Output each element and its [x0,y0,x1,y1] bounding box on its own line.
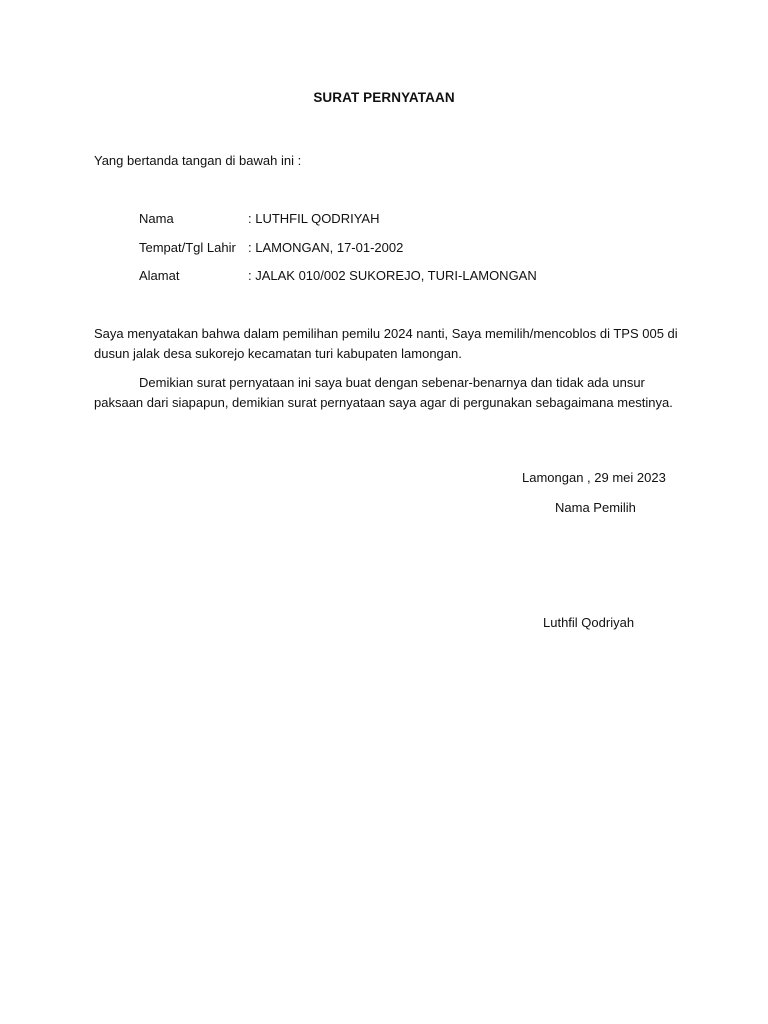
field-label-alamat: Alamat [139,268,180,283]
signer-name: Luthfil Qodriyah [543,615,635,630]
field-value-tempat-tgl-lahir: : LAMONGAN, 17-01-2002 [248,240,404,255]
intro-line: Yang bertanda tangan di bawah ini : [94,153,302,168]
field-label-nama: Nama [139,211,174,226]
place-date: Lamongan , 29 mei 2023 [522,470,666,485]
document-title: SURAT PERNYATAAN [313,90,455,105]
field-value-nama: : LUTHFIL QODRIYAH [248,211,380,226]
closing-paragraph [94,373,694,412]
signer-role: Nama Pemilih [555,500,636,515]
field-label-tempat-tgl-lahir: Tempat/Tgl Lahir [139,240,236,255]
statement-paragraph: Saya menyatakan bahwa dalam pemilihan pemilu 2024 nanti, Saya memilih/mencoblos di TPS 005 di dusun jalak desa sukorejo kecamatan turi kabupaten lamongan. [94,326,678,361]
field-value-alamat: : JALAK 010/002 SUKOREJO, TURI-LAMONGAN [248,268,537,283]
closing-text: Demikian surat pernyataan ini saya buat dengan sebenar-benarnya dan tidak ada unsur paksaan dari siapapun, demikian surat pernyataan saya agar di pergunakan sebagaimana mestinya. [94,375,673,410]
